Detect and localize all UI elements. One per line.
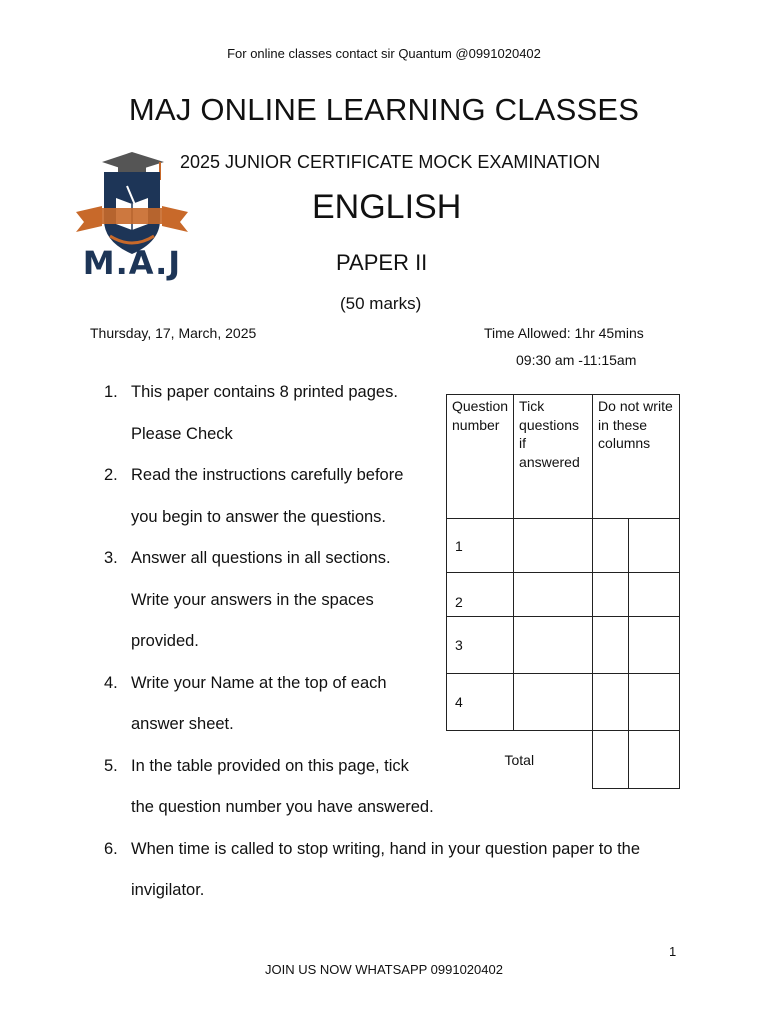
instruction-number: 3. [104, 549, 118, 567]
table-row [447, 617, 680, 674]
instruction-number: 6. [104, 839, 118, 858]
table-total-row [447, 731, 680, 789]
exam-date: Thursday, 17, March, 2025 [90, 325, 257, 341]
instruction-number: 4. [104, 673, 118, 692]
maj-logo [72, 150, 192, 280]
examiner-cell [593, 573, 629, 617]
tick-cell[interactable] [514, 573, 593, 617]
instruction-line: Please Check [131, 424, 233, 443]
examiner-cell [629, 519, 680, 573]
examiner-cell [593, 519, 629, 573]
examiner-cell [629, 573, 680, 617]
logo-text: M.A.J [82, 244, 182, 282]
instruction-line: This paper contains 8 printed pages. [131, 383, 398, 401]
tick-cell[interactable] [514, 674, 593, 731]
examiner-cell [629, 617, 680, 674]
total-cell [593, 731, 629, 789]
footer-note: JOIN US NOW WHATSAPP 0991020402 [265, 962, 503, 977]
question-number-cell: 2 [447, 573, 514, 617]
header-question-number: Question number [447, 395, 514, 519]
exam-title: 2025 JUNIOR CERTIFICATE MOCK EXAMINATION [180, 152, 601, 172]
total-cell [629, 731, 680, 789]
instruction-line: Write your Name at the top of each [131, 673, 387, 692]
instruction-item [104, 829, 704, 912]
examiner-cell [593, 617, 629, 674]
instruction-line: provided. [131, 632, 199, 650]
instruction-line: In the table provided on this page, tick [131, 756, 409, 775]
instruction-line: When time is called to stop writing, hand in your question paper to the [131, 839, 641, 858]
subject-title: ENGLISH [312, 188, 462, 226]
instruction-line: invigilator. [131, 881, 205, 899]
question-number-cell: 1 [447, 519, 514, 573]
total-label: Total [504, 751, 535, 768]
examiner-cell [593, 674, 629, 731]
instruction-line: the question number you have answered. [131, 798, 434, 816]
table-row [447, 674, 680, 731]
instruction-line: answer sheet. [131, 715, 234, 733]
tick-cell[interactable] [514, 519, 593, 573]
examiner-cell [629, 674, 680, 731]
total-marks: (50 marks) [340, 294, 422, 313]
instruction-line: Answer all questions in all sections. [131, 549, 391, 567]
question-number-cell: 4 [447, 674, 514, 731]
instruction-number: 2. [104, 466, 118, 484]
instruction-line: Read the instructions carefully before [131, 466, 404, 484]
header-note: For online classes contact sir Quantum @0991020402 [227, 46, 541, 61]
instruction-number: 5. [104, 756, 118, 775]
instruction-line: you begin to answer the questions. [131, 507, 387, 526]
table-row [447, 519, 680, 573]
instruction-line: Write your answers in the spaces [131, 590, 374, 609]
question-tick-table [446, 394, 680, 789]
tick-cell[interactable] [514, 617, 593, 674]
question-number-cell: 3 [447, 617, 514, 674]
instruction-number: 1. [104, 383, 118, 401]
paper-title: PAPER II [336, 250, 428, 275]
page-number: 1 [669, 944, 677, 959]
header-tick-questions: Tick questions if answered [514, 395, 593, 519]
time-allowed: Time Allowed: 1hr 45mins [484, 325, 644, 341]
table-row [447, 573, 680, 617]
table-header-row [447, 395, 680, 519]
school-name: MAJ ONLINE LEARNING CLASSES [128, 92, 640, 127]
time-period: 09:30 am -11:15am [516, 352, 637, 368]
header-do-not-write: Do not write in these columns [593, 395, 680, 519]
